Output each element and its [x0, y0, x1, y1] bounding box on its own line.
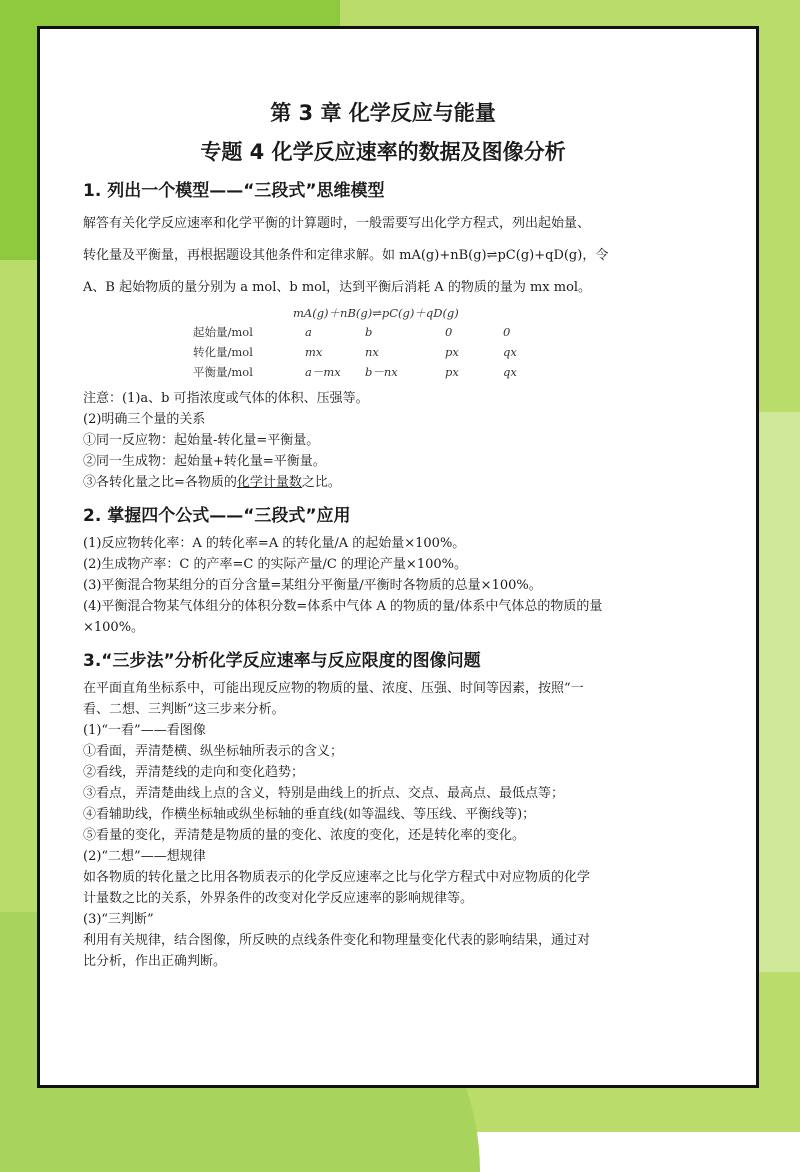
- section1-paragraph: 解答有关化学反应速率和化学平衡的计算题时，一般需要写出化学方程式，列出起始量、: [83, 216, 591, 231]
- table-row: [193, 322, 683, 342]
- step-text: 计量数之比的关系，外界条件的改变对化学反应速率的影响规律等。: [83, 891, 474, 906]
- row-label: 平衡量/mol: [193, 365, 253, 379]
- note-text: 之比。: [301, 475, 341, 490]
- note-text: ③各转化量之比=各物质的: [83, 475, 237, 490]
- step-item: ①看面，弄清楚横、纵坐标轴所表示的含义；: [83, 744, 344, 759]
- row-label: 起始量/mol: [193, 325, 253, 339]
- step-heading: (1)“一看”——看图像: [83, 723, 206, 738]
- reaction-equation: mA(g)＋nB(g)⇌pC(g)＋qD(g): [293, 306, 459, 320]
- cell: qx: [503, 365, 517, 379]
- formula-item: (1)反应物转化率：A 的转化率=A 的转化量/A 的起始量×100%。: [83, 536, 466, 551]
- section3-intro: 看、二想、三判断”这三步来分析。: [83, 702, 285, 717]
- step-text: 如各物质的转化量之比用各物质表示的化学反应速率之比与化学方程式中对应物质的化学: [83, 870, 591, 885]
- document-content: [83, 98, 683, 972]
- note-line: (2)明确三个量的关系: [83, 412, 206, 427]
- cell: qx: [503, 345, 517, 359]
- section3-heading: 3.“三步法”分析化学反应速率与反应限度的图像问题: [83, 651, 481, 671]
- step-item: ④看辅助线，作横坐标轴或纵坐标轴的垂直线(如等温线、等压线、平衡线等)；: [83, 807, 536, 822]
- table-row: [193, 362, 683, 382]
- chapter-title: 第 3 章 化学反应与能量: [270, 101, 496, 125]
- cell: a: [305, 325, 312, 339]
- cell: 0: [503, 325, 511, 339]
- topic-title: 专题 4 化学反应速率的数据及图像分析: [200, 140, 566, 164]
- cell: b－nx: [365, 365, 398, 379]
- formula-item: (3)平衡混合物某组分的百分含量=某组分平衡量/平衡时各物质的总量×100%。: [83, 578, 542, 593]
- cell: px: [445, 345, 459, 359]
- step-item: ③看点，弄清楚曲线上点的含义，特别是曲线上的折点、交点、最高点、最低点等；: [83, 786, 565, 801]
- formula-item: (4)平衡混合物某气体组分的体积分数=体系中气体 A 的物质的量/体系中气体总的物质的量: [83, 599, 603, 614]
- row-label: 转化量/mol: [193, 345, 253, 359]
- section1-paragraph: A、B 起始物质的量分别为 a mol、b mol，达到平衡后消耗 A 的物质的量为 mx mol。: [83, 280, 592, 295]
- underlined-term: 化学计量数: [236, 475, 302, 490]
- cell: mx: [305, 345, 323, 359]
- note-line: [83, 472, 683, 493]
- step-text: 比分析，作出正确判断。: [83, 954, 227, 969]
- three-stage-table: [193, 304, 683, 382]
- note-line: ①同一反应物：起始量-转化量=平衡量。: [83, 433, 320, 448]
- section1-heading: 1. 列出一个模型——“三段式”思维模型: [83, 181, 385, 201]
- table-row: [193, 342, 683, 362]
- step-item: ⑤看量的变化，弄清楚是物质的量的变化、浓度的变化，还是转化率的变化。: [83, 828, 526, 843]
- formula-item: ×100%。: [83, 620, 145, 635]
- step-item: ②看线，弄清楚线的走向和变化趋势；: [83, 765, 305, 780]
- section1-paragraph: 转化量及平衡量，再根据题设其他条件和定律求解。如 mA(g)+nB(g)⇌pC(g)+qD(g)，令: [83, 248, 609, 263]
- formula-item: (2)生成物产率：C 的产率=C 的实际产量/C 的理论产量×100%。: [83, 557, 467, 572]
- cell: nx: [365, 345, 379, 359]
- cell: 0: [445, 325, 453, 339]
- section2-heading: 2. 掌握四个公式——“三段式”应用: [83, 506, 351, 526]
- section3-intro: 在平面直角坐标系中，可能出现反应物的物质的量、浓度、压强、时间等因素，按照“一: [83, 681, 584, 696]
- note-line: ②同一生成物：起始量+转化量=平衡量。: [83, 454, 326, 469]
- note-line: 注意：(1)a、b 可指浓度或气体的体积、压强等。: [83, 391, 369, 406]
- step-text: 利用有关规律，结合图像，所反映的点线条件变化和物理量变化代表的影响结果，通过对: [83, 933, 591, 948]
- cell: px: [445, 365, 459, 379]
- step-heading: (3)“三判断”: [83, 912, 154, 927]
- cell: b: [365, 325, 373, 339]
- step-heading: (2)“二想”——想规律: [83, 849, 206, 864]
- cell: a－mx: [305, 365, 341, 379]
